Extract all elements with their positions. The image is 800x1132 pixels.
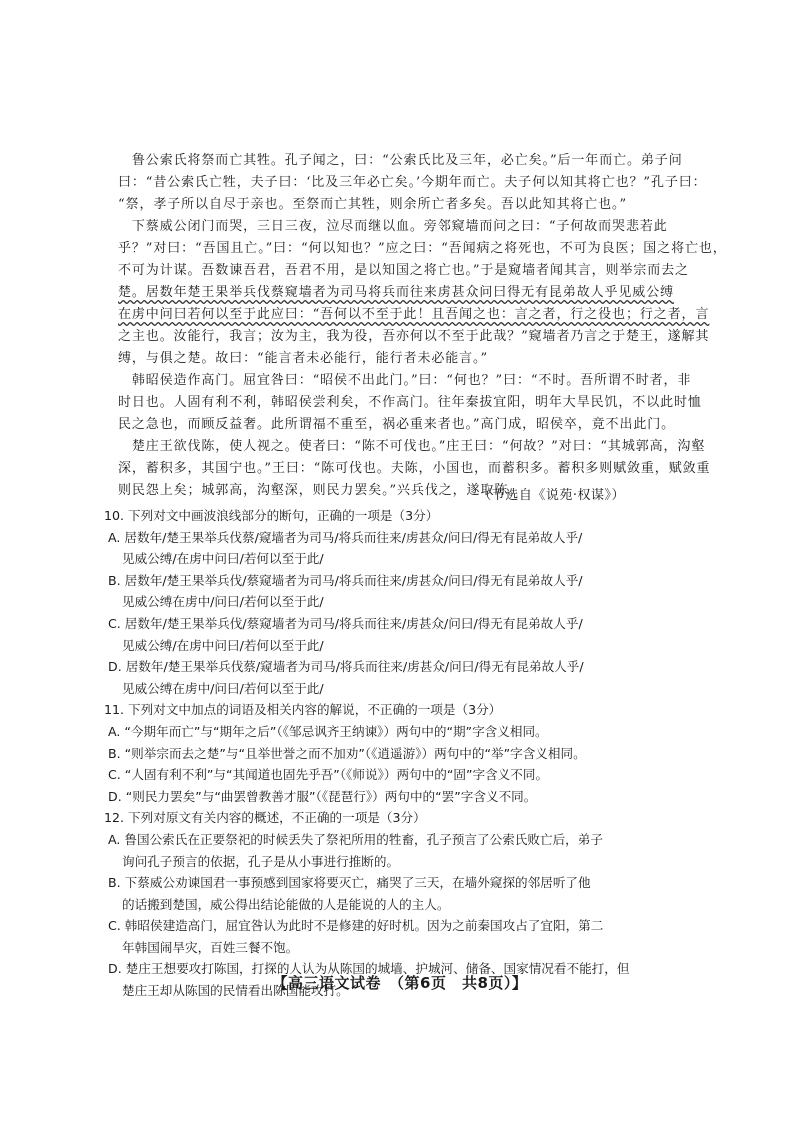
question-11-option-a: A. “今期年而亡”与“期年之后”（《邹忌讽齐王纳谏》）两句中的“期”字含义相同。 [108, 723, 548, 739]
passage-line: 不可为计谋。吾数谏吾君，吾君不用，是以知国之将亡也。”于是窥墙者闻其言，则举宗而去之 [118, 263, 689, 278]
question-12-option-a-cont: 询问孔子预言的依据，孔子是从小事进行推断的。 [122, 853, 400, 869]
question-12-option-b: B. 下蔡威公劝谏国君一事预感到国家将要灭亡，痛哭了三天，在墙外窥探的邻居听了他 [108, 875, 591, 891]
passage-line: 时日也。人固有利不利，韩昭侯尝利矣，不作高门。往年秦拔宜阳，明年大旱民饥，不以此时恤 [118, 395, 702, 410]
passage-line-wavy-underlined: 楚。居数年楚王果举兵伐蔡窥墙者为司马将兵而往来虏甚众问曰得无有昆弟故人乎见威公缚 [118, 285, 675, 300]
passage-line: 鲁公索氏将祭而亡其牲。孔子闻之，曰：“公索氏比及三年，必亡矣。”后一年而亡。弟子问 [118, 153, 683, 168]
question-10-option-a: A. 居数年/楚王果举兵伐蔡/窥墙者为司马/将兵而往来/虏甚众/问曰/得无有昆弟故人乎/ [108, 529, 583, 545]
question-10-stem: 10. 下列对文中画波浪线部分的断句，正确的一项是（3分） [104, 508, 439, 523]
question-12-option-d-cont: 楚庄王却从陈国的民情看出陈国能攻打。 [122, 983, 349, 999]
question-12-option-d: D. 楚庄王想要攻打陈国，打探的人认为从陈国的城墙、护城河、储备、国家情况看不能打，但 [108, 961, 630, 977]
question-11-option-c: C. “人固有利不利”与“其闻道也固先乎吾”（《师说》）两句中的“固”字含义不同。 [108, 767, 549, 783]
question-10-option-d: D. 居数年/楚王果举兵伐蔡/窥墙者为司马/将兵而往来/虏甚众/问曰/得无有昆弟故人乎/ [108, 659, 584, 675]
passage-source: （节选自《说苑·权谋》） [478, 488, 625, 503]
passage-line: 之主也。汝能行，我言；汝为主，我为役，吾亦何以不至于此哉？”窥墙者乃言之于楚王，遂解其 [118, 329, 710, 344]
passage-line: 曰：“昔公索氏亡牲，夫子曰：‘比及三年必亡矣。’今期年而亡。夫子何以知其将亡也？”孔子曰： [118, 175, 707, 190]
passage-line: 深，蓄积多，其国宁也。”王曰：“陈可伐也。夫陈，小国也，而蓄积多。蓄积多则赋敛重，赋敛重 [118, 461, 711, 476]
passage-line: 缚，与俱之楚。故曰：“能言者未必能行，能行者未必能言。” [118, 351, 488, 366]
question-10-option-b-cont: 见威公缚在虏中/问曰/若何以至于此/ [122, 594, 324, 610]
question-10-option-c-cont: 见威公缚/在虏中问曰/若何以至于此/ [122, 637, 324, 653]
passage-line: 则民怨上矣；城郭高，沟壑深，则民力罢矣。”兴兵伐之，遂取陈。 [118, 483, 523, 498]
question-10-option-c: C. 居数年/楚王果举兵伐/蔡窥墙者为司马/将兵而往来/虏甚众/问曰/得无有昆弟故人乎/ [108, 615, 583, 631]
classical-passage [118, 150, 727, 502]
passage-line: 韩昭侯造作高门。屈宜咎曰：“昭侯不出此门。”曰：“何也？”曰：“不时。吾所谓不时者，非 [118, 373, 692, 388]
question-11-option-b: B. “则举宗而去之楚”与“且举世誉之而不加劝”（《逍遥游》）两句中的“举”字含义相同。 [108, 745, 586, 761]
passage-line-wavy-underlined: 在虏中问曰若何以至于此应曰：“吾何以不至于此！且吾闻之也：言之者，行之役也；行之者，言 [118, 307, 710, 322]
passage-line: 楚庄王欲伐陈，使人视之。使者曰：“陈不可伐也。”庄王曰：“何故？”对曰：“其城郭高，沟壑 [118, 439, 706, 454]
question-12-option-b-cont: 的话搬到楚国，威公得出结论能做的人是能说的人的主人。 [122, 896, 450, 912]
question-10-option-d-cont: 见威公缚在虏中/问曰/若何以至于此/ [122, 680, 324, 696]
question-12-option-c: C. 韩昭侯建造高门，屈宜咎认为此时不是修建的好时机。因为之前秦国攻占了宜阳，第二 [108, 918, 604, 934]
question-12-option-c-cont: 年韩国闹旱灾，百姓三餐不饱。 [122, 939, 299, 955]
question-10-option-a-cont: 见威公缚/在虏中问曰/若何以至于此/ [122, 551, 324, 567]
passage-line: 下蔡威公闭门而哭，三日三夜，泣尽而继以血。旁邻窥墙而问之曰：“子何故而哭悲若此 [118, 219, 668, 234]
question-10-option-b: B. 居数年/楚王果举兵伐/蔡窥墙者为司马/将兵而往来/虏甚众/问曰/得无有昆弟故人乎/ [108, 572, 583, 588]
questions-section [104, 505, 644, 1002]
passage-line: 民之急也，而顾反益奢。此所谓福不重至，祸必重来者也。”高门成，昭侯卒，竟不出此门。 [118, 417, 676, 432]
passage-line: “祭，孝子所以自尽于亲也。至祭而亡其牲，则余所亡者多矣。吾以此知其将亡也。” [118, 197, 627, 212]
question-12-option-a: A. 鲁国公索氏在正要祭祀的时候丢失了祭祀所用的牲畜，孔子预言了公索氏败亡后，弟子 [108, 831, 603, 847]
question-11-stem: 11. 下列对文中加点的词语及相关内容的解说，不正确的一项是（3分） [104, 702, 502, 718]
question-11-option-d: D. “则民力罢矣”与“曲罢曾教善才服”（《琵琶行》）两句中的“罢”字含义不同。 [108, 788, 537, 804]
question-12-stem: 12. 下列对原文有关内容的概述，不正确的一项是（3分） [104, 810, 426, 826]
passage-line: 乎？”对曰：“吾国且亡。”曰：“何以知也？”应之曰：“吾闻病之将死也，不可为良医；国之将亡也， [118, 241, 727, 256]
page-footer: 【高三语文试卷 （第6页 共8页）】 [272, 974, 528, 992]
